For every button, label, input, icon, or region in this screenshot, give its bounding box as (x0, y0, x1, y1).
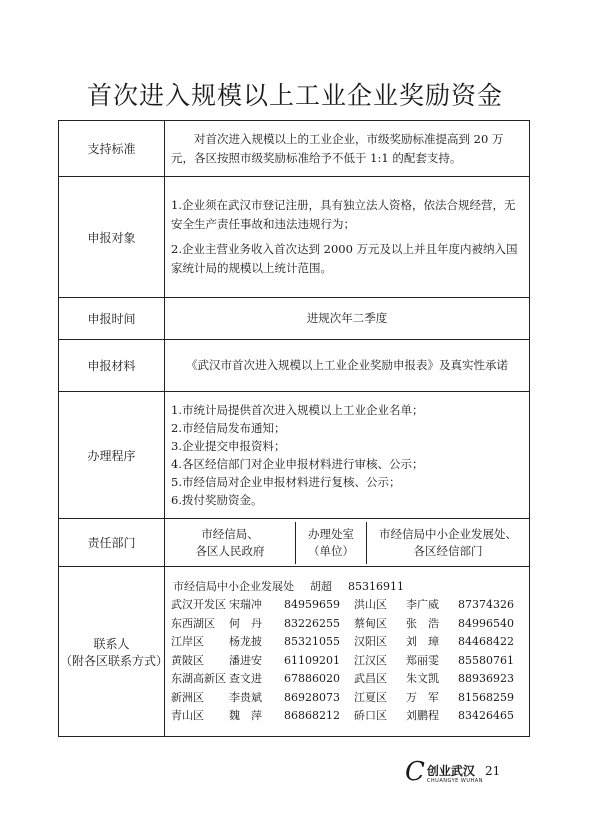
materials-text: 《武汉市首次进入规模以上工业企业奖励申报表》及真实性承诺 (165, 340, 530, 392)
contact-district: 江岸区 (171, 635, 204, 648)
procedure-step: 3.企业提交申报资料； (171, 439, 286, 453)
procedure-step: 6.拨付奖励资金。 (171, 493, 263, 507)
contact-row (171, 689, 523, 708)
contact-name: 潘进安 (229, 653, 262, 667)
contact-district: 硚口区 (354, 709, 387, 722)
target-item-1: 1.企业须在武汉市登记注册，具有独立法人资格，依法合规经营，无安全生产责任事故和违法违规行为； (171, 198, 516, 231)
logo-mark: C (405, 757, 425, 787)
contact-district: 新洲区 (171, 690, 204, 704)
contact-district: 青山区 (171, 709, 204, 722)
contact-phone: 85321055 (284, 635, 340, 648)
contact-name: 郑丽雯 (406, 653, 439, 667)
contact-name: 朱文凯 (406, 672, 439, 685)
office-label: 办理处室 （单位） (296, 522, 367, 564)
standard-text: 对首次进入规模以上的工业企业，市级奖励标准提高到 20 万元，各区按照市级奖励标准给予不低于 1:1 的配套支持。 (171, 131, 504, 165)
contact-phone: 87374326 (458, 598, 514, 611)
contact-row (171, 596, 523, 615)
contact-district: 江夏区 (354, 690, 387, 704)
contact-row (171, 707, 523, 726)
contact-name: 万 军 (406, 690, 439, 704)
label-time: 申报时间 (59, 298, 165, 340)
contact-phone: 67886020 (284, 672, 340, 685)
contact-district: 汉阳区 (354, 635, 387, 648)
row-contacts (59, 567, 530, 737)
procedure-step: 2.市经信局发布通知； (171, 421, 286, 435)
contact-phone: 84468422 (458, 635, 514, 648)
contact-name: 杨龙披 (229, 635, 262, 648)
contact-district: 东西湖区 (171, 616, 215, 630)
contact-phone: 86868212 (284, 709, 340, 722)
contact-name: 查文进 (229, 672, 262, 685)
contact-district: 蔡甸区 (354, 616, 387, 630)
contact-head: 市经信局中小企业发展处 胡超 85316911 (173, 579, 404, 593)
contact-phone: 83426465 (458, 709, 514, 722)
contact-phone: 81568259 (458, 690, 514, 704)
row-department (59, 519, 530, 567)
label-materials: 申报材料 (59, 340, 165, 392)
target-item-2: 2.企业主营业务收入首次达到 2000 万元及以上并且年度内被纳入国家统计局的规模以上统计范围。 (171, 242, 518, 275)
logo-text: 创业武汉 (426, 764, 475, 778)
contact-district: 东湖高新区 (171, 672, 226, 685)
contact-district: 黄陂区 (171, 653, 204, 667)
procedure-step: 4.各区经信部门对企业申报材料进行审核、公示； (171, 457, 424, 471)
time-text: 进规次年二季度 (165, 298, 530, 340)
row-time (59, 298, 530, 340)
contact-name: 魏 萍 (229, 709, 262, 722)
brand-logo (405, 757, 483, 787)
contact-row (171, 633, 523, 652)
contact-name: 宋瑞冲 (229, 598, 262, 611)
logo-subtext: CHUANGYE WUHAN (426, 778, 483, 784)
label-procedure: 办理程序 (59, 392, 165, 519)
label-target: 申报对象 (59, 177, 165, 298)
office-value: 市经信局中小企业发展处、 各区经信部门 (379, 526, 517, 558)
label-contacts: 联系人 （附各区联系方式） (59, 567, 165, 737)
contact-phone: 86928073 (284, 690, 340, 704)
label-department: 责任部门 (59, 519, 165, 567)
contact-row (171, 615, 523, 634)
contact-name: 刘鹏程 (406, 709, 439, 722)
row-standard (59, 121, 530, 177)
row-materials (59, 340, 530, 392)
page-number: 21 (485, 764, 501, 778)
contact-phone: 85580761 (458, 653, 514, 667)
contact-district: 武汉开发区 (171, 598, 226, 611)
contact-phone: 61109201 (284, 653, 340, 667)
contact-name: 张 浩 (406, 616, 439, 630)
contact-phone: 84996540 (458, 616, 514, 630)
row-target (59, 177, 530, 298)
contact-name: 刘 璋 (406, 635, 439, 648)
contact-district: 江汉区 (354, 653, 387, 667)
contact-phone: 88936923 (458, 672, 514, 685)
page-title: 首次进入规模以上工业企业奖励资金 (86, 81, 503, 110)
contact-name: 李贵斌 (229, 690, 262, 704)
contact-district: 洪山区 (354, 598, 387, 611)
contact-phone: 83226255 (284, 616, 340, 630)
policy-table (58, 120, 530, 737)
department-names: 市经信局、 各区人民政府 (165, 522, 296, 564)
contact-district: 武昌区 (354, 672, 387, 685)
label-standard: 支持标准 (59, 121, 165, 177)
procedure-step: 1.市统计局提供首次进入规模以上工业企业名单； (171, 403, 424, 417)
contact-name: 何 丹 (229, 616, 262, 630)
row-procedure (59, 392, 530, 519)
contact-row (171, 652, 523, 671)
contacts-list (165, 567, 530, 737)
contact-phone: 84959659 (284, 598, 340, 611)
contact-name: 李广威 (406, 598, 439, 611)
contact-row (171, 670, 523, 689)
procedure-step: 5.市经信局对企业申报材料进行复核、公示； (171, 475, 401, 489)
